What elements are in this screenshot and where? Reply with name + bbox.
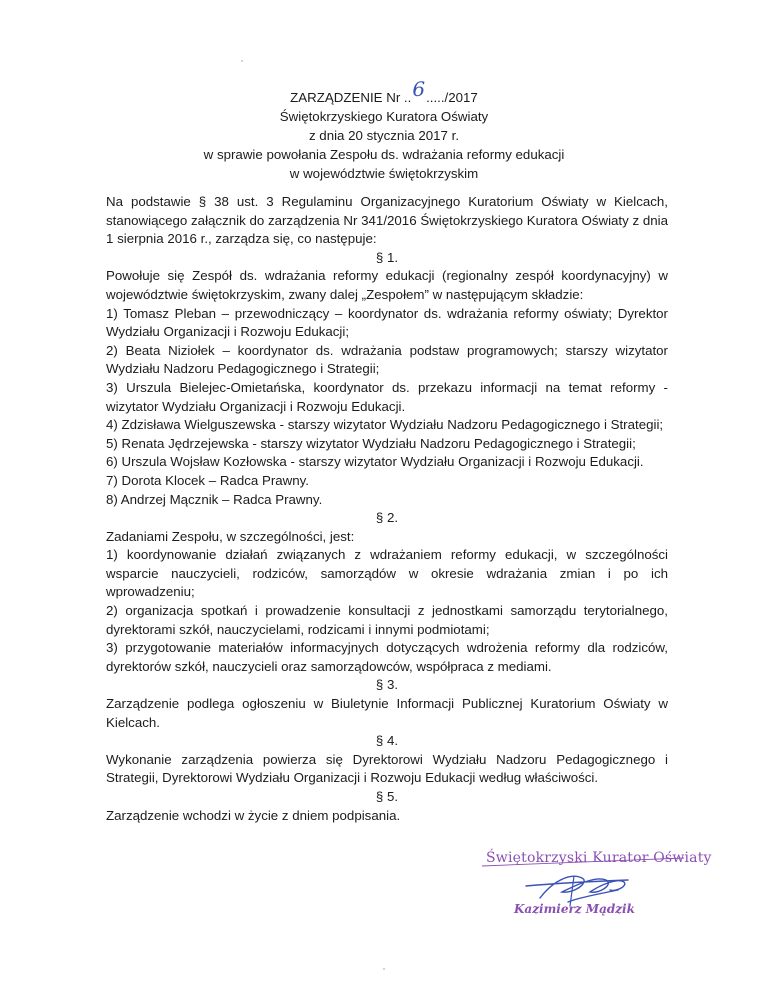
intro-paragraph: Na podstawie § 38 ust. 3 Regulaminu Organizacyjnego Kuratorium Oświaty w Kielcach, stanowiącego załącznik do zarządzenia Nr 341/2016 Świętokrzyskiego Kuratora Oświaty z dnia 1 sierpnia 2016 r., zarządza się, co następuje: <box>106 194 668 247</box>
document-title <box>0 77 768 107</box>
task-item: 1) koordynowanie działań związanych z wdrażaniem reformy edukacji, w szczególności wsparcie nauczycieli, rodziców, samorządów w okresie wdrażania zmian i po ich wprowadzeniu; <box>106 547 668 600</box>
task-item: 2) organizacja spotkań i prowadzenie konsultacji z jednostkami samorządu terytorialnego, dyrektorami szkół, nauczycielami, rodzicami i innymi podmiotami; <box>106 603 668 637</box>
member-item: 3) Urszula Bielejec-Omietańska, koordynator ds. przekazu informacji na temat reformy - wizytator Wydziału Organizacji i Rozwoju Edukacji. <box>106 379 668 414</box>
section-3-text: Zarządzenie podlega ogłoszeniu w Biuletynie Informacji Publicznej Kuratorium Oświaty w Kielcach. <box>106 696 668 730</box>
section-1-text: Powołuje się Zespół ds. wdrażania reformy edukacji (regionalny zespół koordynacyjny) w województwie świętokrzyskim, zwany dalej „Zespołem” w następującym składzie: <box>106 268 668 302</box>
section-4-sign: § 4. <box>375 733 399 749</box>
section-2-text: Zadaniami Zespołu, w szczególności, jest: <box>106 528 355 544</box>
document-header <box>0 77 768 183</box>
stamp-title: Świętokrzyski Kurator Oświaty <box>486 850 712 866</box>
section-3-sign: § 3. <box>375 677 399 693</box>
document-date: z dnia 20 stycznia 2017 r. <box>308 128 460 143</box>
scan-speck <box>241 60 243 62</box>
handwritten-document-number: 6 <box>412 77 426 101</box>
task-item: 3) przygotowanie materiałów informacyjnych dotyczących wdrożenia reformy dla rodziców, dyrektorów szkół, nauczycieli oraz samorządowców, współpraca z mediami. <box>106 640 668 674</box>
document-body <box>106 193 668 825</box>
official-stamp <box>478 842 712 922</box>
member-item: 5) Renata Jędrzejewska - starszy wizytator Wydziału Nadzoru Pedagogicznego i Strategii; <box>106 435 636 451</box>
subject-line-1: w sprawie powołania Zespołu ds. wdrażania reformy edukacji <box>203 147 565 162</box>
section-5-text: Zarządzenie wchodzi w życie z dniem podpisania. <box>106 807 401 823</box>
member-item: 2) Beata Niziołek – koordynator ds. wdrażania podstaw programowych; starszy wizytator Wydziału Nadzoru Pedagogicznego i Strategii; <box>106 342 668 377</box>
section-2-sign: § 2. <box>375 510 399 526</box>
member-item: 8) Andrzej Mącznik – Radca Prawny. <box>106 491 323 507</box>
member-item: 7) Dorota Klocek – Radca Prawny. <box>106 472 309 488</box>
section-5-sign: § 5. <box>375 789 399 804</box>
section-4-text: Wykonanie zarządzenia powierza się Dyrektorowi Wydziału Nadzoru Pedagogicznego i Strategii, Dyrektorowi Wydziału Organizacji i Rozwoju Edukacji według właściwości. <box>106 751 668 786</box>
member-item: 4) Zdzisława Wielguszewska - starszy wizytator Wydziału Nadzoru Pedagogicznego i Strategii; <box>106 417 664 433</box>
stamp-name: Kazimierz Mądzik <box>514 902 635 916</box>
title-prefix: ZARZĄDZENIE Nr .. <box>290 90 412 105</box>
title-suffix: ...../2017 <box>426 90 478 105</box>
member-item: 6) Urszula Wojsław Kozłowska - starszy wizytator Wydziału Organizacji i Rozwoju Edukacji. <box>106 454 644 470</box>
section-1-sign: § 1. <box>375 249 399 265</box>
issuer: Świętokrzyskiego Kuratora Oświaty <box>279 109 489 124</box>
member-item: 1) Tomasz Pleban – przewodniczący – koordynator ds. wdrażania reformy oświaty; Dyrektor Wydziału Organizacji i Rozwoju Edukacji; <box>106 305 668 340</box>
subject-line-2: w województwie świętokrzyskim <box>289 166 479 181</box>
scan-speck <box>383 968 385 970</box>
